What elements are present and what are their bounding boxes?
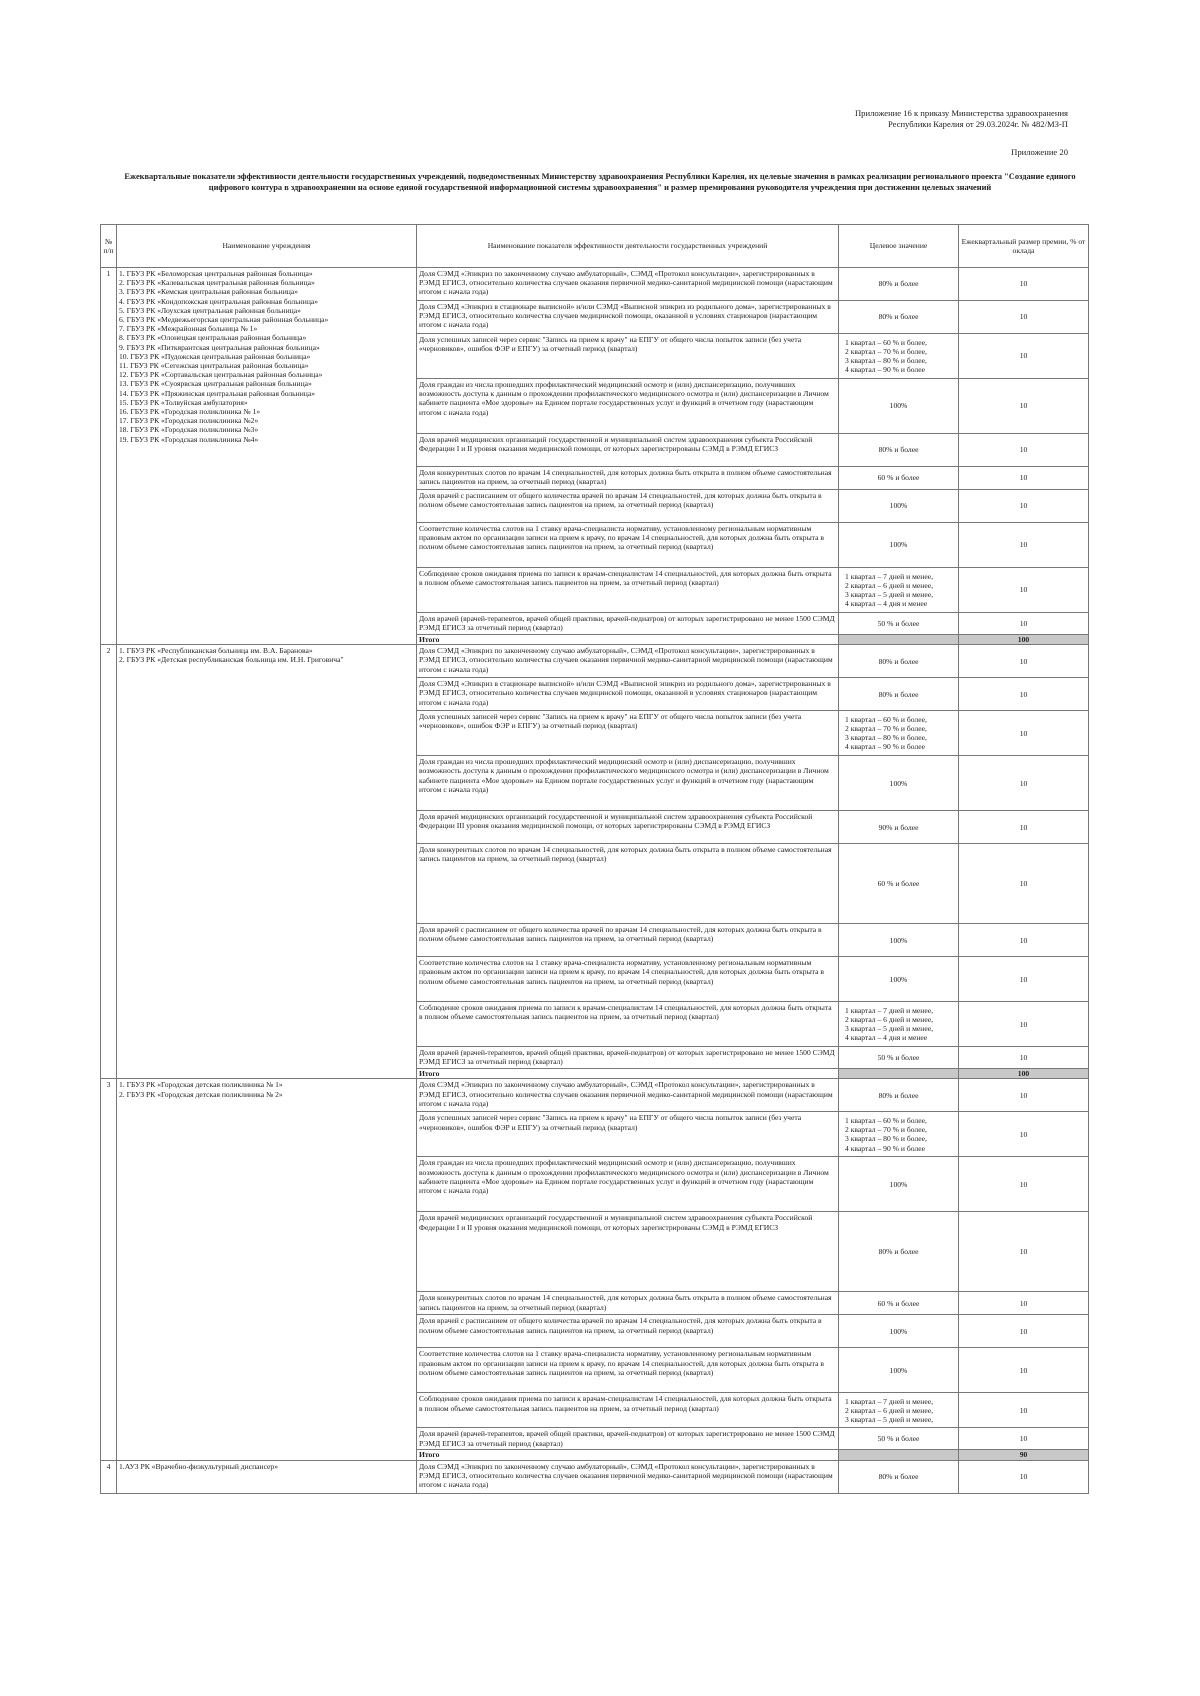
- premium-value: 10: [959, 756, 1089, 811]
- institution-name: 11. ГБУЗ РК «Сегежская центральная районная больница»: [119, 361, 309, 371]
- premium-value: 10: [959, 301, 1089, 334]
- total-value: 100: [959, 635, 1089, 645]
- target-line: 2 квартал – 70 % и более,: [845, 346, 927, 356]
- group-number: 1: [101, 268, 117, 645]
- total-label: Итого: [417, 1450, 839, 1460]
- target-line: 100%: [889, 1365, 908, 1375]
- total-empty-cell: [839, 635, 959, 645]
- target-line: 2 квартал – 6 дней и менее,: [845, 1015, 933, 1024]
- premium-value: 10: [959, 1157, 1089, 1212]
- institution-name: 2. ГБУЗ РК «Детская республиканская больница им. И.Н. Григовича": [119, 655, 344, 665]
- target-value: [839, 1047, 959, 1069]
- target-value: [839, 1212, 959, 1292]
- target-line: 4 квартал – 4 дня и менее: [845, 599, 928, 609]
- institution-name: 2. ГБУЗ РК «Городская детская поликлиника № 2»: [119, 1089, 283, 1099]
- indicator-name: Доля СЭМД «Эпикриз по законченному случаю амбулаторный», СЭМД «Протокол консультации», зарегистрированных в РЭМД ЕГИСЗ, относительно количества случаев оказания первичной медико-санитарной медицинской помощи (нарастающим итогом с начала года): [417, 268, 839, 301]
- premium-value: 10: [959, 1112, 1089, 1157]
- target-value: [839, 1157, 959, 1212]
- indicator-name: Доля врачей (врачей-терапевтов, врачей общей практики, врачей-педиатров) от которых зарегистрировано не менее 1500 СЭМД РЭМД ЕГИСЗ за отчетный период (квартал): [417, 1047, 839, 1069]
- premium-value: 10: [959, 379, 1089, 434]
- target-line: 60 % и более: [877, 1298, 920, 1308]
- target-line: 50 % и более: [877, 1053, 920, 1063]
- target-line: 100%: [889, 778, 908, 788]
- institution-name: 15. ГБУЗ РК «Толвуйская амбулатория»: [119, 397, 248, 407]
- institution-name: 14. ГБУЗ РК «Пряжинская центральная районная больница»: [119, 388, 316, 398]
- appendix-line-2: Республики Карелия от 29.03.2024г. № 482/МЗ-П: [887, 118, 1068, 129]
- indicator-name: Доля врачей с расписанием от общего количества врачей по врачам 14 специальностей, для которых должна быть открыта в полном объеме самостоятельная запись пациентов на прием, за отчетный период (квартал): [417, 924, 839, 957]
- institution-name: 1. ГБУЗ РК «Республиканская больница им. В.А. Баранова»: [119, 646, 313, 656]
- premium-value: 10: [959, 490, 1089, 523]
- target-value: [839, 1428, 959, 1450]
- target-line: 3 квартал – 5 дней и менее,: [845, 590, 933, 599]
- total-value: 100: [959, 1069, 1089, 1079]
- premium-value: 10: [959, 1315, 1089, 1348]
- target-line: 2 квартал – 70 % и более,: [845, 724, 927, 733]
- target-value: [839, 434, 959, 467]
- indicator-name: Доля врачей медицинских организаций государственной и муниципальной систем здравоохранения субъекта Российской Федерации I и II уровня оказания медицинской помощи, от которых зарегистрированы СЭМД в РЭМД ЕГИСЗ: [417, 434, 839, 467]
- target-line: 3 квартал – 5 дней и менее,: [845, 1024, 933, 1034]
- target-value: [839, 1079, 959, 1112]
- premium-value: 10: [959, 467, 1089, 490]
- target-line: 1 квартал – 60 % и более,: [845, 1116, 927, 1125]
- institution-name: 1. ГБУЗ РК «Беломорская центральная районная больница»: [119, 269, 313, 278]
- institution-list: [117, 1079, 417, 1460]
- target-line: 80% и более: [878, 445, 919, 455]
- institution-name: 13. ГБУЗ РК «Суоярвская центральная районная больница»: [119, 379, 312, 389]
- premium-value: 10: [959, 924, 1089, 957]
- total-label: Итого: [417, 635, 839, 645]
- institution-name: 8. ГБУЗ РК «Олонецкая центральная районная больница»: [119, 333, 307, 343]
- target-value: [839, 379, 959, 434]
- premium-value: 10: [959, 523, 1089, 568]
- table-body: [101, 268, 1089, 1494]
- indicators-table: [100, 224, 1089, 1494]
- institution-list: [117, 645, 417, 1079]
- target-value: [839, 811, 959, 844]
- institution-name: 5. ГБУЗ РК «Лоухская центральная районная больница»: [119, 305, 301, 315]
- institution-name: 4. ГБУЗ РК «Кондопожская центральная районная больница»: [119, 296, 319, 306]
- target-line: 80% и более: [878, 1247, 919, 1257]
- column-header-num: № п/п: [101, 225, 117, 268]
- premium-value: 10: [959, 1047, 1089, 1069]
- appendix-number: Приложение 20: [1011, 147, 1068, 157]
- premium-value: 10: [959, 957, 1089, 1002]
- target-line: 100%: [889, 1326, 908, 1336]
- indicator-name: Доля СЭМД «Эпикриз по законченному случаю амбулаторный», СЭМД «Протокол консультации», зарегистрированных в РЭМД ЕГИСЗ, относительно количества случаев оказания первичной медико-санитарной медицинской помощи (нарастающим итогом с начала года): [417, 645, 839, 678]
- institution-name: 16. ГБУЗ РК «Городская поликлиника № 1»: [119, 407, 261, 417]
- institution-name: 1.АУЗ РК «Врачебно-физкультурный диспансер»: [119, 1461, 279, 1471]
- indicator-name: Соответствие количества слотов на 1 ставку врача-специалиста нормативу, установленному региональным нормативным правовым актом по организации записи на прием к врачу, по врачам 14 специальностей, для которых должна быть открыта в полном объеме самостоятельная запись пациентов на прием, за отчетный период (квартал): [417, 957, 839, 1002]
- target-line: 60 % и более: [877, 473, 920, 483]
- indicator-name: Доля граждан из числа прошедших профилактический медицинский осмотр и (или) диспансеризацию, получивших возможность доступа к данным о прохождении профилактического медицинского осмотра и (или) диспансеризации в Личном кабинете пациента «Мое здоровье» на Едином портале государственных услуг и функций в отчетном году (нарастающим итогом с начала года): [417, 379, 839, 434]
- target-line: 100%: [889, 540, 908, 550]
- institution-list: [117, 1460, 417, 1493]
- institution-name: 9. ГБУЗ РК «Питкярантская центральная районная больница»: [119, 342, 320, 352]
- premium-value: 10: [959, 711, 1089, 756]
- premium-value: 10: [959, 268, 1089, 301]
- target-value: [839, 645, 959, 678]
- target-line: 3 квартал – 80 % и более,: [845, 733, 927, 743]
- indicator-name: Доля граждан из числа прошедших профилактический медицинский осмотр и (или) диспансеризацию, получивших возможность доступа к данным о прохождении профилактического медицинского осмотра и (или) диспансеризации в Личном кабинете пациента «Мое здоровье» на Едином портале государственных услуг и функций в отчетном году (нарастающим итогом с начала года): [417, 1157, 839, 1212]
- indicator-name: Доля успешных записей через сервис "Запись на прием к врачу" на ЕПГУ от общего числа попыток записи (без учета «черновиков», ошибок ФЭР и ЕПГУ) за отчетный период (квартал): [417, 1112, 839, 1157]
- target-line: 80% и более: [878, 312, 919, 322]
- target-line: 4 квартал – 90 % и более: [845, 1143, 925, 1153]
- institution-name: 18. ГБУЗ РК «Городская поликлиника №3»: [119, 425, 259, 435]
- target-value: [839, 711, 959, 756]
- indicator-name: Доля конкурентных слотов по врачам 14 специальностей, для которых должна быть открыта в полном объеме самостоятельная запись пациентов на прием, за отчетный период (квартал): [417, 1292, 839, 1315]
- indicator-name: Доля успешных записей через сервис "Запись на прием к врачу" на ЕПГУ от общего числа попыток записи (без учета «черновиков», ошибок ФЭР и ЕПГУ) за отчетный период (квартал): [417, 711, 839, 756]
- target-line: 4 квартал – 90 % и более: [845, 365, 925, 375]
- institution-name: 1. ГБУЗ РК «Городская детская поликлиника № 1»: [119, 1080, 283, 1090]
- indicator-name: Доля врачей медицинских организаций государственной и муниципальной систем здравоохранения субъекта Российской Федерации III уровня оказания медицинской помощи, от которых зарегистрированы СЭМД в РЭМД ЕГИСЗ: [417, 811, 839, 844]
- target-value: [839, 924, 959, 957]
- premium-value: 10: [959, 434, 1089, 467]
- indicator-name: Соблюдение сроков ожидания приема по записи к врачам-специалистам 14 специальностей, для которых должна быть открыта в полном объеме самостоятельная запись пациентов на прием, за отчетный период (квартал): [417, 568, 839, 613]
- premium-value: 10: [959, 1460, 1089, 1493]
- institution-name: 19. ГБУЗ РК «Городская поликлиника №4»: [119, 434, 259, 444]
- total-value: 90: [959, 1450, 1089, 1460]
- target-line: 3 квартал – 80 % и более,: [845, 1134, 927, 1144]
- premium-value: 10: [959, 1292, 1089, 1315]
- indicator-name: Доля врачей (врачей-терапевтов, врачей общей практики, врачей-педиатров) от которых зарегистрировано не менее 1500 СЭМД РЭМД ЕГИСЗ за отчетный период (квартал): [417, 613, 839, 635]
- target-value: [839, 957, 959, 1002]
- column-header-institution: Наименование учреждения: [117, 225, 417, 268]
- table-row: [101, 1079, 1089, 1112]
- target-value: [839, 1112, 959, 1157]
- target-line: 4 квартал – 90 % и более: [845, 742, 925, 752]
- target-value: [839, 268, 959, 301]
- target-line: 1 квартал – 7 дней и менее,: [845, 571, 933, 581]
- indicator-name: Соответствие количества слотов на 1 ставку врача-специалиста нормативу, установленному региональным нормативным правовым актом по организации записи на прием к врачу, по врачам 14 специальностей, для которых должна быть открыта в полном объеме самостоятельная запись пациентов на прием, за отчетный период (квартал): [417, 1348, 839, 1393]
- target-line: 3 квартал – 80 % и более,: [845, 356, 927, 365]
- institution-name: 6. ГБУЗ РК «Медвежьегорская центральная районная больница»: [119, 315, 329, 325]
- table-header-row: [101, 225, 1089, 268]
- table-row: [101, 1460, 1089, 1493]
- indicator-name: Доля успешных записей через сервис "Запись на прием к врачу" на ЕПГУ от общего числа попыток записи (без учета «черновиков», ошибок ФЭР и ЕПГУ) за отчетный период (квартал): [417, 334, 839, 379]
- target-line: 80% и более: [878, 656, 919, 666]
- target-line: 1 квартал – 60 % и более,: [845, 337, 927, 347]
- target-line: 100%: [889, 974, 908, 984]
- target-line: 50 % и более: [877, 618, 920, 628]
- table-row: [101, 645, 1089, 678]
- target-value: [839, 844, 959, 924]
- institution-list: [117, 268, 417, 645]
- column-header-premium: Ежеквартальный размер премии, % от оклада: [959, 225, 1089, 268]
- premium-value: 10: [959, 613, 1089, 635]
- target-line: 90% и более: [878, 822, 919, 832]
- target-value: [839, 756, 959, 811]
- target-line: 80% и более: [878, 1472, 919, 1481]
- premium-value: 10: [959, 678, 1089, 711]
- target-line: 100%: [889, 935, 908, 945]
- target-line: 4 квартал – 4 дня и менее: [845, 1033, 928, 1043]
- target-line: 100%: [889, 501, 908, 511]
- institution-name: 12. ГБУЗ РК «Сортавальская центральная районная больница»: [119, 370, 323, 380]
- premium-value: 10: [959, 1393, 1089, 1428]
- indicator-name: Доля граждан из числа прошедших профилактический медицинский осмотр и (или) диспансеризацию, получивших возможность доступа к данным о прохождении профилактического медицинского осмотра и (или) диспансеризации в Личном кабинете пациента «Мое здоровье» на Едином портале государственных услуг и функций в отчетном году (нарастающим итогом с начала года): [417, 756, 839, 811]
- target-line: 80% и более: [878, 1090, 919, 1100]
- target-value: [839, 334, 959, 379]
- institution-name: 3. ГБУЗ РК «Кемская центральная районная больница»: [119, 287, 299, 297]
- target-value: [839, 467, 959, 490]
- target-value: [839, 1315, 959, 1348]
- indicator-name: Доля СЭМД «Эпикриз в стационаре выписной» и/или СЭМД «Выписной эпикриз из родильного дома», зарегистрированных в РЭМД ЕГИСЗ, относительно количества случаев медицинской помощи, оказанной в условиях стационаров (нарастающим итогом с начала года): [417, 301, 839, 334]
- target-line: 2 квартал – 6 дней и менее,: [845, 1405, 933, 1415]
- target-value: [839, 1348, 959, 1393]
- target-line: 50 % и более: [877, 1434, 920, 1444]
- target-line: 2 квартал – 70 % и более,: [845, 1125, 927, 1135]
- indicator-name: Доля конкурентных слотов по врачам 14 специальностей, для которых должна быть открыта в полном объеме самостоятельная запись пациентов на прием, за отчетный период (квартал): [417, 844, 839, 924]
- premium-value: 10: [959, 844, 1089, 924]
- target-line: 60 % и более: [877, 879, 920, 889]
- target-line: 80% и более: [878, 279, 919, 289]
- premium-value: 10: [959, 1002, 1089, 1047]
- target-line: 100%: [889, 1179, 908, 1189]
- premium-value: 10: [959, 1348, 1089, 1393]
- target-line: 3 квартал – 5 дней и менее,: [845, 1415, 933, 1424]
- premium-value: 10: [959, 568, 1089, 613]
- indicator-name: Доля конкурентных слотов по врачам 14 специальностей, для которых должна быть открыта в полном объеме самостоятельная запись пациентов на прием, за отчетный период (квартал): [417, 467, 839, 490]
- target-value: [839, 523, 959, 568]
- target-line: 80% и более: [878, 689, 919, 699]
- group-number: 2: [101, 645, 117, 1079]
- target-value: [839, 1292, 959, 1315]
- appendix-line-1: Приложение 16 к приказу Министерства здравоохранения: [854, 108, 1068, 118]
- target-value: [839, 1393, 959, 1428]
- target-line: 1 квартал – 7 дней и менее,: [845, 1396, 933, 1406]
- target-value: [839, 1002, 959, 1047]
- target-value: [839, 301, 959, 334]
- target-value: [839, 568, 959, 613]
- target-line: 2 квартал – 6 дней и менее,: [845, 580, 933, 590]
- premium-value: 10: [959, 811, 1089, 844]
- institution-name: 7. ГБУЗ РК «Межрайонная больница № 1»: [119, 324, 258, 334]
- target-value: [839, 1460, 959, 1493]
- indicator-name: Доля врачей с расписанием от общего количества врачей по врачам 14 специальностей, для которых должна быть открыта в полном объеме самостоятельная запись пациентов на прием, за отчетный период (квартал): [417, 490, 839, 523]
- premium-value: 10: [959, 1079, 1089, 1112]
- target-line: 1 квартал – 60 % и более,: [845, 714, 927, 724]
- table-row: [101, 268, 1089, 301]
- appendix-reference: [855, 108, 1068, 129]
- target-value: [839, 613, 959, 635]
- indicator-name: Доля врачей с расписанием от общего количества врачей по врачам 14 специальностей, для которых должна быть открыта в полном объеме самостоятельная запись пациентов на прием, за отчетный период (квартал): [417, 1315, 839, 1348]
- institution-name: 10. ГБУЗ РК «Пудожская центральная районная больница»: [119, 351, 311, 361]
- indicator-name: Доля СЭМД «Эпикриз в стационаре выписной» и/или СЭМД «Выписной эпикриз из родильного дома», зарегистрированных в РЭМД ЕГИСЗ, относительно количества случаев медицинской помощи, оказанной в условиях стационаров (нарастающим итогом с начала года): [417, 678, 839, 711]
- group-number: 3: [101, 1079, 117, 1460]
- target-line: 100%: [889, 401, 908, 411]
- premium-value: 10: [959, 1428, 1089, 1450]
- total-empty-cell: [839, 1069, 959, 1079]
- indicator-name: Доля СЭМД «Эпикриз по законченному случаю амбулаторный», СЭМД «Протокол консультации», зарегистрированных в РЭМД ЕГИСЗ, относительно количества случаев оказания первичной медико-санитарной медицинской помощи (нарастающим итогом с начала года): [417, 1079, 839, 1112]
- indicator-name: Соответствие количества слотов на 1 ставку врача-специалиста нормативу, установленному региональным нормативным правовым актом по организации записи на прием к врачу, по врачам 14 специальностей, для которых должна быть открыта в полном объеме самостоятельная запись пациентов на прием, за отчетный период (квартал): [417, 523, 839, 568]
- target-line: 1 квартал – 7 дней и менее,: [845, 1005, 933, 1015]
- institution-name: 17. ГБУЗ РК «Городская поликлиника №2»: [119, 416, 259, 426]
- total-empty-cell: [839, 1450, 959, 1460]
- indicator-name: Доля врачей медицинских организаций государственной и муниципальной систем здравоохранения субъекта Российской Федерации I и II уровня оказания медицинской помощи, от которых зарегистрированы СЭМД в РЭМД ЕГИСЗ: [417, 1212, 839, 1292]
- column-header-target: Целевое значение: [839, 225, 959, 268]
- institution-name: 2. ГБУЗ РК «Калевальская центральная районная больница»: [119, 278, 315, 288]
- indicator-name: Доля врачей (врачей-терапевтов, врачей общей практики, врачей-педиатров) от которых зарегистрировано не менее 1500 СЭМД РЭМД ЕГИСЗ за отчетный период (квартал): [417, 1428, 839, 1450]
- column-header-indicator: Наименование показателя эффективности деятельности государственных учреждений: [417, 225, 839, 268]
- premium-value: 10: [959, 1212, 1089, 1292]
- premium-value: 10: [959, 334, 1089, 379]
- indicator-name: Соблюдение сроков ожидания приема по записи к врачам-специалистам 14 специальностей, для которых должна быть открыта в полном объеме самостоятельная запись пациентов на прием, за отчетный период (квартал): [417, 1393, 839, 1428]
- total-label: Итого: [417, 1069, 839, 1079]
- target-value: [839, 490, 959, 523]
- indicator-name: Доля СЭМД «Эпикриз по законченному случаю амбулаторный», СЭМД «Протокол консультации», зарегистрированных в РЭМД ЕГИСЗ, относительно количества случаев оказания первичной медико-санитарной медицинской помощи (нарастающим итогом с начала года): [417, 1460, 839, 1493]
- target-value: [839, 678, 959, 711]
- document-title: Ежеквартальные показатели эффективности деятельности государственных учреждений, подведомственных Министерству здравоохранения Республики Карелия, их целевые значения в рамках реализации регионального проекта "Создание единого цифрового контура в здравоохранении на основе единой государственной информационной системы здравоохранения" и размер премирования руководителя учреждения при достижении целевых значений: [124, 172, 1076, 192]
- premium-value: 10: [959, 645, 1089, 678]
- group-number: 4: [101, 1460, 117, 1493]
- indicator-name: Соблюдение сроков ожидания приема по записи к врачам-специалистам 14 специальностей, для которых должна быть открыта в полном объеме самостоятельная запись пациентов на прием, за отчетный период (квартал): [417, 1002, 839, 1047]
